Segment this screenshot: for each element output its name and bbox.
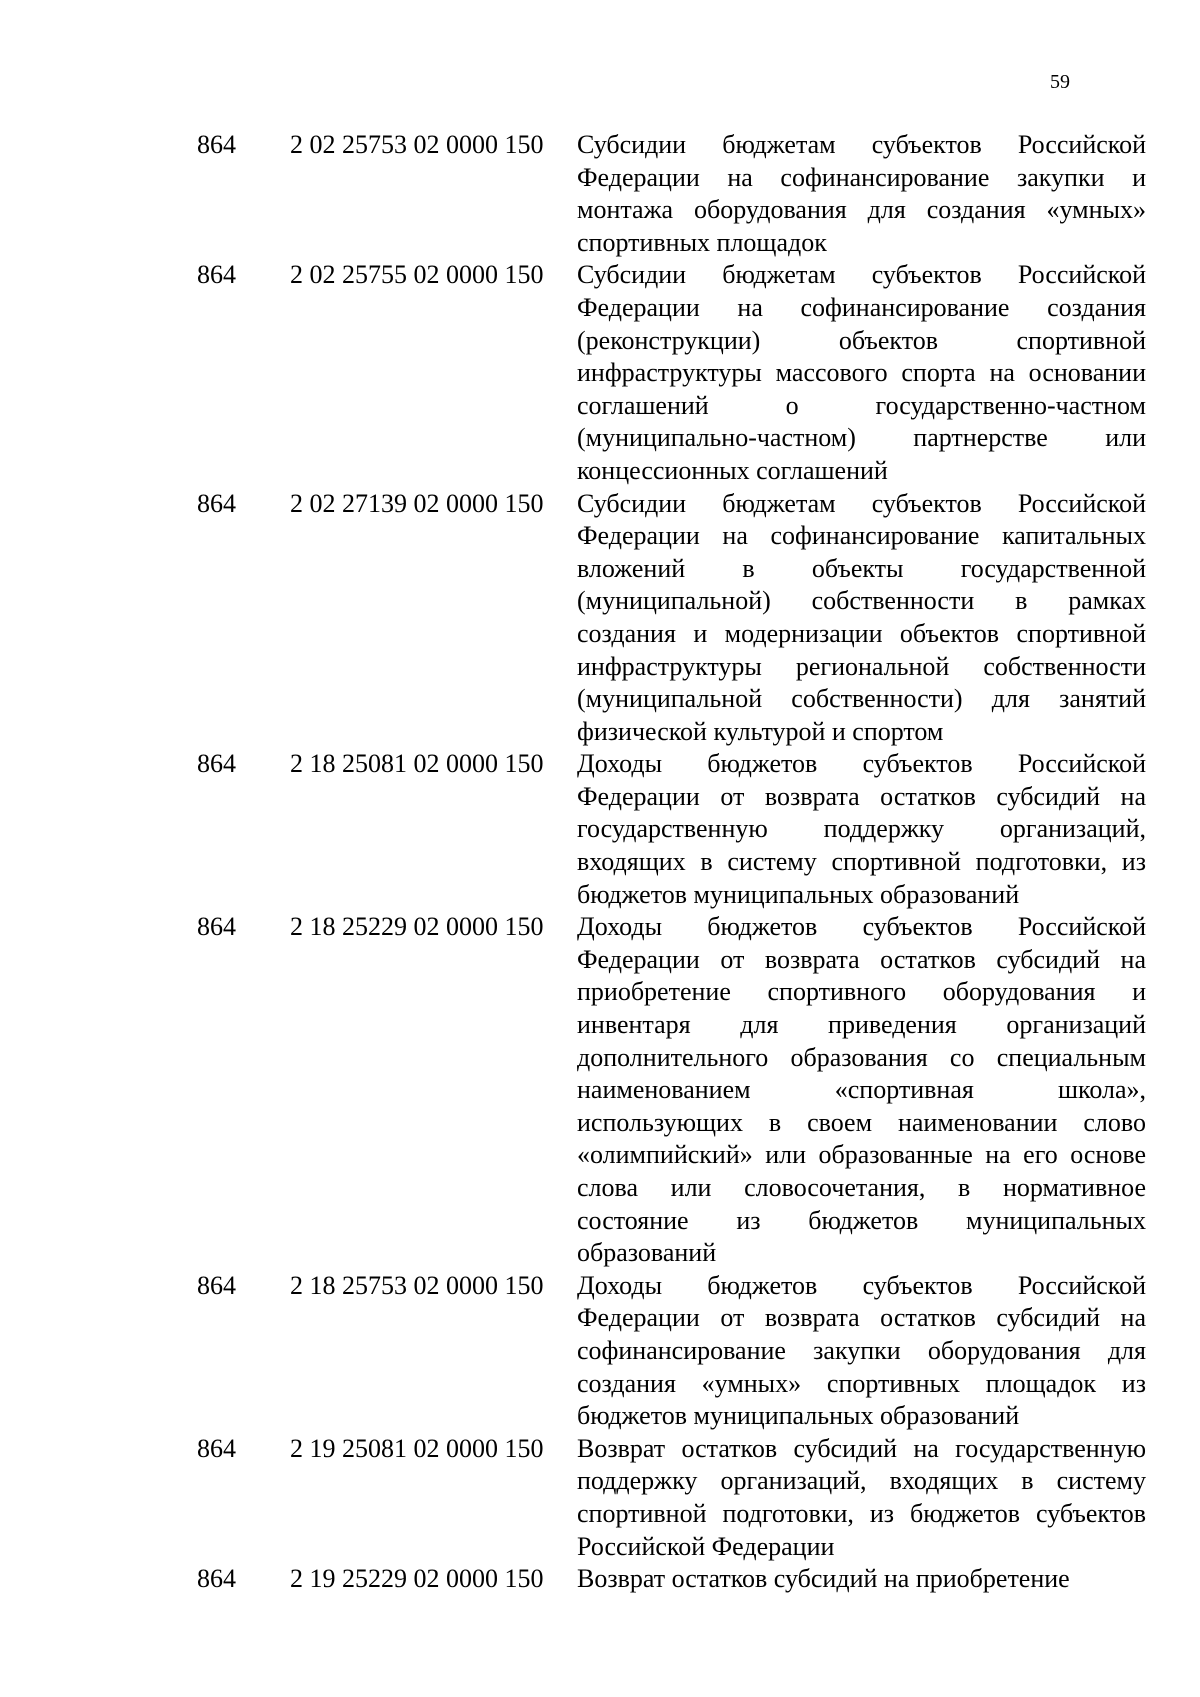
- revenue-code: 2 18 25081 02 0000 150: [290, 749, 544, 779]
- revenue-description: Субсидии бюджетам субъектов Российской Федерации на софинансирование создания (реконструкции) объектов спортивной инфраструктуры массового спорта на основании соглашений о государственно-частном (муниципально-частном) партнерстве или концессионных соглашений: [577, 260, 1146, 485]
- admin-code: 864: [197, 260, 236, 290]
- revenue-description: Возврат остатков субсидий на государственную поддержку организаций, входящих в систему спортивной подготовки, из бюджетов субъектов Российской Федерации: [577, 1433, 1146, 1561]
- revenue-code: 2 18 25753 02 0000 150: [290, 1270, 544, 1300]
- page-number: 59: [1050, 71, 1070, 93]
- table-row: [0, 488, 1200, 749]
- revenue-code: 2 02 27139 02 0000 150: [290, 488, 544, 518]
- table-row: [0, 1270, 1200, 1433]
- revenue-code: 2 02 25753 02 0000 150: [290, 130, 544, 159]
- admin-code: 864: [197, 1564, 236, 1594]
- table-row: [0, 1433, 1200, 1563]
- table-row: [0, 911, 1200, 1270]
- revenue-description: Доходы бюджетов субъектов Российской Федерации от возврата остатков субсидий на софинансирование закупки оборудования для создания «умных» спортивных площадок из бюджетов муниципальных образований: [577, 1270, 1146, 1431]
- table-row: [0, 748, 1200, 911]
- admin-code: 864: [197, 1270, 236, 1300]
- revenue-code: 2 19 25081 02 0000 150: [290, 1433, 544, 1463]
- revenue-description: Возврат остатков субсидий на приобретение: [577, 1564, 1070, 1594]
- revenue-description: Субсидии бюджетам субъектов Российской Федерации на софинансирование капитальных вложений в объекты государственной (муниципальной) собственности в рамках создания и модернизации объектов спортивной инфраструктуры региональной собственности (муниципальной собственности) для занятий физической культурой и спортом: [577, 488, 1146, 746]
- table-row: [0, 129, 1200, 259]
- admin-code: 864: [197, 488, 236, 518]
- revenue-code: 2 02 25755 02 0000 150: [290, 260, 544, 290]
- table-row: [0, 259, 1200, 487]
- admin-code: 864: [197, 1433, 236, 1463]
- revenue-description: Субсидии бюджетам субъектов Российской Федерации на софинансирование закупки и монтажа оборудования для создания «умных» спортивных площадок: [577, 130, 1146, 257]
- revenue-description: Доходы бюджетов субъектов Российской Федерации от возврата остатков субсидий на государственную поддержку организаций, входящих в систему спортивной подготовки, из бюджетов муниципальных образований: [577, 749, 1146, 909]
- admin-code: 864: [197, 130, 236, 159]
- admin-code: 864: [197, 912, 236, 942]
- revenue-code: 2 19 25229 02 0000 150: [290, 1564, 544, 1594]
- revenue-code: 2 18 25229 02 0000 150: [290, 912, 544, 942]
- table-row: [0, 1563, 1200, 1596]
- admin-code: 864: [197, 749, 236, 779]
- revenue-codes-table: [0, 129, 1200, 1596]
- revenue-description: Доходы бюджетов субъектов Российской Федерации от возврата остатков субсидий на приобретение спортивного оборудования и инвентаря для приведения организаций дополнительного образования со специальным наименованием «спортивная школа», использующих в своем наименовании слово «олимпийский» или образованные на его основе слова или словосочетания, в нормативное состояние из бюджетов муниципальных образований: [577, 912, 1146, 1268]
